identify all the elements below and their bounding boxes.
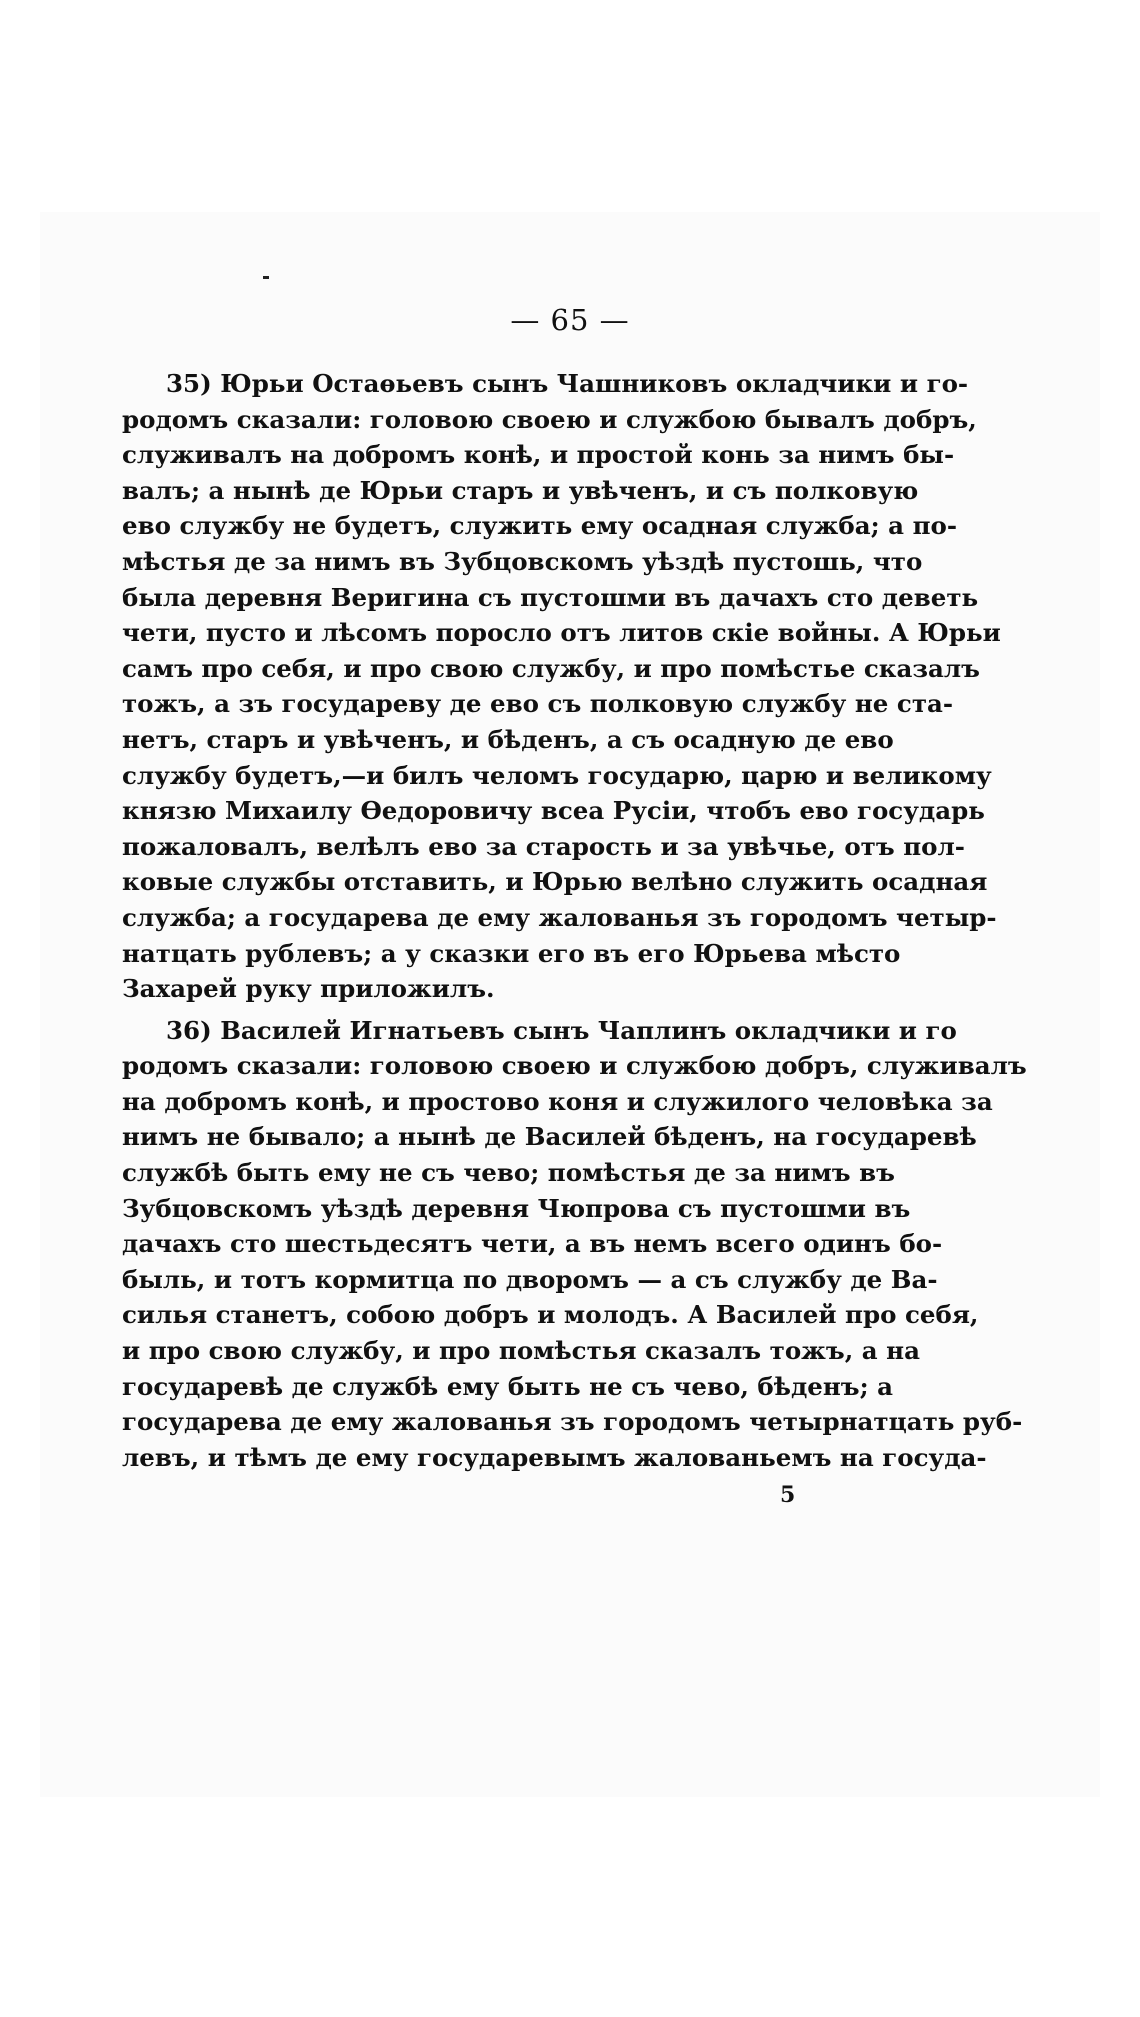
text-line: тожъ, а зъ государеву де ево съ полковую службу не ста- xyxy=(122,689,954,719)
text-line: государевѣ де службѣ ему быть не съ чево, бѣденъ; а xyxy=(122,1371,894,1401)
text-line: Зубцовскомъ уѣздѣ деревня Чюпрова съ пустошми въ xyxy=(122,1193,911,1223)
text-line: Захарей руку приложилъ. xyxy=(122,974,495,1004)
text-line: служба; а государева де ему жалованья зъ городомъ четыр- xyxy=(122,902,997,932)
text-line: родомъ сказали: головою своею и службою добръ, служивалъ xyxy=(122,1051,1027,1081)
page-number: — 65 — xyxy=(510,303,630,337)
text-line: пожаловалъ, велѣлъ ево за старость и за увѣчье, отъ пол- xyxy=(122,831,965,861)
text-line: мѣстья де за нимъ въ Зубцовскомъ уѣздѣ пустошь, что xyxy=(122,546,923,576)
text-line: 36) Василей Игнатьевъ сынъ Чаплинъ окладчики и го xyxy=(166,1015,957,1045)
text-line: чети, пусто и лѣсомъ поросло отъ литов скіе войны. А Юрьи xyxy=(122,618,1001,648)
text-line: натцать рублевъ; а у сказки его въ его Юрьева мѣсто xyxy=(122,938,901,968)
signature-mark: 5 xyxy=(780,1482,796,1508)
text-line: и про свою службу, и про помѣстья сказалъ тожъ, а на xyxy=(122,1336,920,1366)
text-line: самъ про себя, и про свою службу, и про помѣстье сказалъ xyxy=(122,653,980,683)
text-line: 35) Юрьи Остаѳьевъ сынъ Чашниковъ окладчики и го- xyxy=(166,369,969,398)
document-body xyxy=(122,366,1027,1475)
stray-ink-mark xyxy=(263,276,269,279)
text-line: валъ; а нынѣ де Юрьи старъ и увѣченъ, и съ полковую xyxy=(122,475,919,505)
text-line: дачахъ сто шестьдесятъ чети, а въ немъ всего одинъ бо- xyxy=(122,1229,943,1259)
text-line: князю Михаилу Ѳедоровичу всеа Русіи, чтобъ ево государь xyxy=(122,796,985,826)
text-line: службѣ быть ему не съ чево; помѣстья де за нимъ въ xyxy=(122,1158,895,1188)
text-line: быль, и тотъ кормитца по дворомъ — а съ службу де Ва- xyxy=(122,1264,938,1294)
text-line: ево службу не будетъ, служить ему осадная служба; а по- xyxy=(122,511,958,541)
text-line: нетъ, старъ и увѣченъ, и бѣденъ, а съ осадную де ево xyxy=(122,724,894,754)
text-line: государева де ему жалованья зъ городомъ четырнатцать руб- xyxy=(122,1407,1023,1437)
text-line: родомъ сказали: головою своею и службою бывалъ добръ, xyxy=(122,404,977,434)
text-line: служивалъ на добромъ конѣ, и простой конь за нимъ бы- xyxy=(122,440,955,470)
text-line: службу будетъ,—и билъ челомъ государю, царю и великому xyxy=(122,760,992,790)
text-line: на добромъ конѣ, и простово коня и служилого человѣка за xyxy=(122,1086,993,1116)
text-line: ковые службы отставить, и Юрью велѣно служить осадная xyxy=(122,867,988,897)
paragraph-35 xyxy=(122,366,1001,1007)
paragraph-36 xyxy=(122,1013,1027,1476)
text-line: левъ, и тѣмъ де ему государевымъ жалованьемъ на госуда- xyxy=(122,1442,987,1472)
text-line: силья станетъ, собою добръ и молодъ. А Василей про себя, xyxy=(122,1300,979,1330)
text-line: нимъ не бывало; а нынѣ де Василей бѣденъ, на государевѣ xyxy=(122,1122,977,1152)
text-line: была деревня Веригина съ пустошми въ дачахъ сто деветь xyxy=(122,582,979,612)
